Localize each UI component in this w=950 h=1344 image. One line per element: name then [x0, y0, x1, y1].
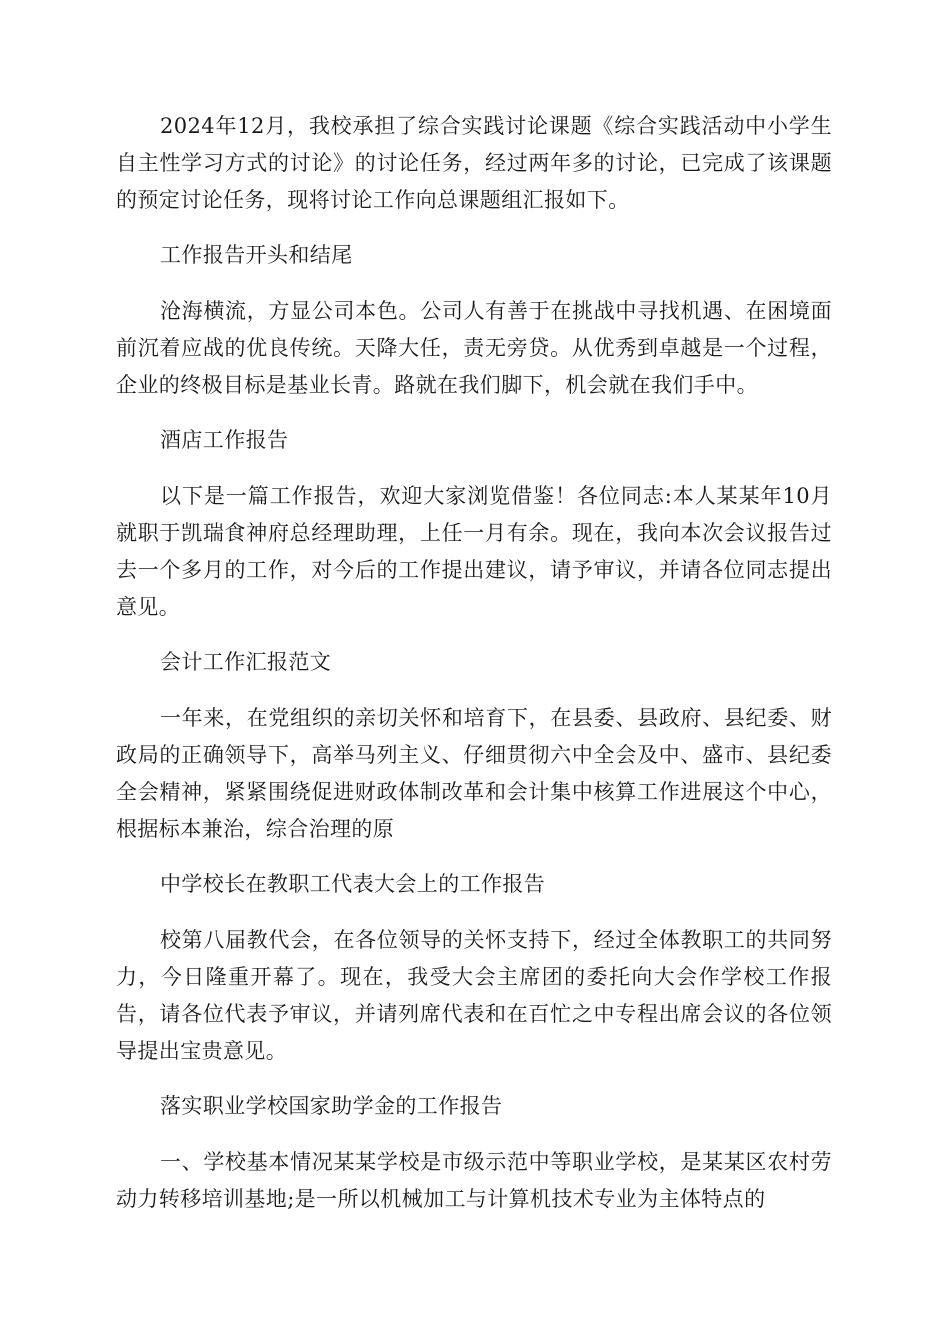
heading-hotel-report: 酒店工作报告 — [160, 428, 289, 452]
paragraph-grant-report: 一、学校基本情况某某学校是市级示范中等职业学校，是某某区农村劳动力转移培训基地;是一所以机械加工与计算机技术专业为主体特点的 — [116, 1150, 832, 1211]
paragraph-company-spirit: 沧海横流，方显公司本色。公司人有善于在挑战中寻找机遇、在困境面前沉着应战的优良传统。天降大任，责无旁贷。从优秀到卓越是一个过程，企业的终极目标是基业长青。路就在我们脚下，机会就在我们手中。 — [116, 299, 832, 397]
paragraph-accounting-report: 一年来，在党组织的亲切关怀和培育下，在县委、县政府、县纪委、财政局的正确领导下，高举马列主义、仔细贯彻六中全会及中、盛市、县纪委全会精神，紧紧围绕促进财政体制改革和会计集中核算工作进展这个中心，根据标本兼治，综合治理的原 — [116, 706, 832, 841]
heading-principal-report: 中学校长在教职工代表大会上的工作报告 — [160, 872, 546, 896]
document-page — [116, 108, 832, 1218]
paragraph-principal-report: 校第八届教代会，在各位领导的关怀支持下，经过全体教职工的共同努力，今日隆重开幕了。现在，我受大会主席团的委托向大会作学校工作报告，请各位代表予审议，并请列席代表和在百忙之中专程出席会议的各位领导提出宝贵意见。 — [116, 928, 832, 1063]
heading-accounting-report: 会计工作汇报范文 — [160, 650, 332, 674]
paragraph-research-report: 2024年12月，我校承担了综合实践讨论课题《综合实践活动中小学生自主性学习方式的讨论》的讨论任务，经过两年多的讨论，已完成了该课题的预定讨论任务，现将讨论工作向总课题组汇报如下。 — [116, 114, 832, 212]
paragraph-hotel-report: 以下是一篇工作报告，欢迎大家浏览借鉴！各位同志:本人某某年10月就职于凯瑞食神府总经理助理，上任一月有余。现在，我向本次会议报告过去一个多月的工作，对今后的工作提出建议，请予审议，并请各位同志提出意见。 — [116, 484, 832, 619]
heading-grant-report: 落实职业学校国家助学金的工作报告 — [160, 1094, 503, 1118]
heading-report-opening-closing: 工作报告开头和结尾 — [160, 243, 353, 267]
